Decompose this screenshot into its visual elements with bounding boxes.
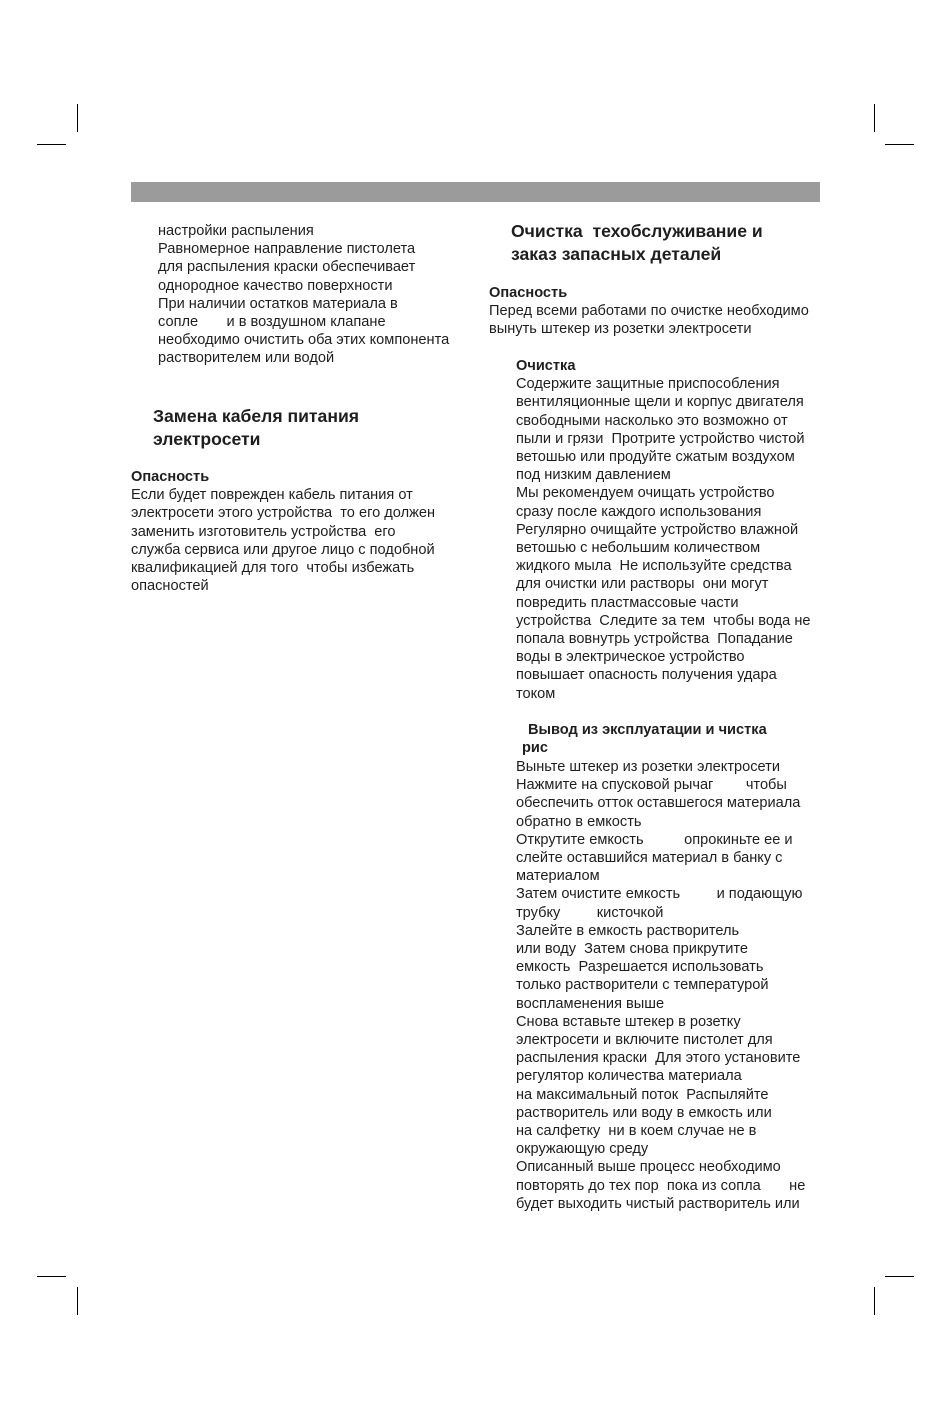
text-line: Выньте штекер из розетки электросети [516, 759, 781, 775]
heading-line: Замена кабеля питания [153, 406, 360, 426]
heading-line: Очистка техобслуживание и [511, 221, 763, 241]
text-line: Снова вставьте штекер в розетку [516, 1013, 741, 1030]
text-line: трубку кисточкой [516, 904, 664, 921]
text-line: сопле и в воздушном клапане [158, 314, 386, 331]
text-line: Залейте в емкость растворитель [516, 922, 740, 939]
crop-mark [77, 1287, 78, 1315]
text-line: слейте оставшийся материал в банку с [516, 850, 783, 867]
crop-mark [77, 104, 78, 132]
text-line: вентиляционные щели и корпус двигателя [516, 394, 804, 411]
text-line: током [516, 685, 556, 702]
text-line: Описанный выше процесс необходимо [516, 1159, 781, 1176]
text-line: воды в электрическое устройство [516, 649, 745, 666]
heading-line: электросети [153, 429, 261, 449]
text-line: Регулярно очищайте устройство влажной [516, 521, 799, 538]
crop-mark [37, 144, 66, 145]
text-line: Если будет поврежден кабель питания от [131, 487, 413, 504]
text-line: материалом [516, 868, 600, 885]
main-heading [511, 220, 763, 266]
danger-section [489, 284, 809, 339]
text-line: свободными насколько это возможно от [516, 412, 788, 429]
text-line: окружающую среду [516, 1141, 649, 1158]
text-line: сразу после каждого использования [516, 503, 762, 520]
text-line: заменить изготовитель устройства его [131, 523, 396, 540]
text-line: жидкого мыла Не используйте средства [516, 558, 792, 575]
text-line: ветошью или продуйте сжатым воздухом [516, 449, 795, 466]
text-line: электросети и включите пистолет для [516, 1032, 773, 1049]
text-line: При наличии остатков материала в [158, 295, 398, 312]
text-line: обратно в емкость [516, 813, 642, 830]
title-line: Вывод из эксплуатации и чистка [528, 722, 767, 738]
text-line: для распыления краски обеспечивает [158, 259, 416, 276]
crop-mark [874, 1287, 875, 1315]
text-line: повторять до тех пор пока из сопла не [516, 1177, 806, 1194]
text-line: под низким давлением [516, 467, 671, 484]
text-line: настройки распыления [158, 223, 314, 239]
text-line: Открутите емкость опрокиньте ее и [516, 831, 793, 848]
header-bar [131, 182, 820, 202]
cable-heading [153, 405, 359, 451]
cleaning-section [516, 357, 811, 703]
text-line: повредить пластмассовые части [516, 594, 739, 611]
text-line: Перед всеми работами по очистке необходимо [489, 303, 809, 320]
text-line: вынуть штекер из розетки электросети [489, 321, 752, 338]
text-line: Нажмите на спусковой рычаг чтобы [516, 777, 787, 794]
text-line: необходимо очистить оба этих компонента [158, 332, 450, 349]
text-line: Равномерное направление пистолета [158, 241, 416, 258]
crop-mark [37, 1276, 66, 1277]
text-line: обеспечить отток оставшегося материала [516, 795, 801, 812]
text-line: попала вовнутрь устройства Попадание [516, 631, 793, 648]
crop-mark [885, 144, 914, 145]
text-line: регулятор количества материала [516, 1068, 742, 1085]
title-line: рис [522, 740, 549, 757]
text-line: воспламенения выше [516, 995, 665, 1012]
text-line: будет выходить чистый растворитель или [516, 1195, 800, 1212]
text-line: квалификацией для того чтобы избежать [131, 560, 415, 577]
text-line: на максимальный поток Распыляйте [516, 1086, 769, 1103]
text-line: пыли и грязи Протрите устройство чистой [516, 430, 805, 447]
text-line: опасностей [131, 578, 209, 595]
cleaning-title: Очистка [516, 358, 576, 374]
cable-danger-section [131, 468, 435, 595]
text-line: служба сервиса или другое лицо с подобной [131, 541, 435, 558]
text-line: Содержите защитные приспособления [516, 376, 780, 393]
text-line: Затем очистите емкость и подающую [516, 886, 803, 903]
text-line: для очистки или растворы они могут [516, 576, 769, 593]
danger-title: Опасность [131, 469, 210, 485]
text-line: распыления краски Для этого установите [516, 1050, 801, 1067]
crop-mark [885, 1276, 914, 1277]
decommission-section [516, 758, 805, 1213]
text-line: ветошью с небольшим количеством [516, 540, 761, 557]
text-line: на салфетку ни в коем случае не в [516, 1123, 757, 1140]
text-line: растворитель или воду в емкость или [516, 1104, 772, 1121]
text-line: растворителем или водой [158, 350, 335, 367]
heading-line: заказ запасных деталей [511, 244, 722, 264]
decommission-title [522, 721, 767, 757]
intro-paragraph [158, 222, 449, 368]
text-line: или воду Затем снова прикрутите [516, 941, 749, 958]
text-line: устройства Следите за тем чтобы вода не [516, 612, 811, 629]
text-line: однородное качество поверхности [158, 277, 393, 294]
text-line: емкость Разрешается использовать [516, 959, 764, 976]
text-line: электросети этого устройства то его должен [131, 505, 436, 522]
crop-mark [874, 104, 875, 132]
text-line: Мы рекомендуем очищать устройство [516, 485, 775, 502]
text-line: только растворители с температурой [516, 977, 769, 994]
text-line: повышает опасность получения удара [516, 667, 777, 684]
danger-title: Опасность [489, 285, 568, 301]
